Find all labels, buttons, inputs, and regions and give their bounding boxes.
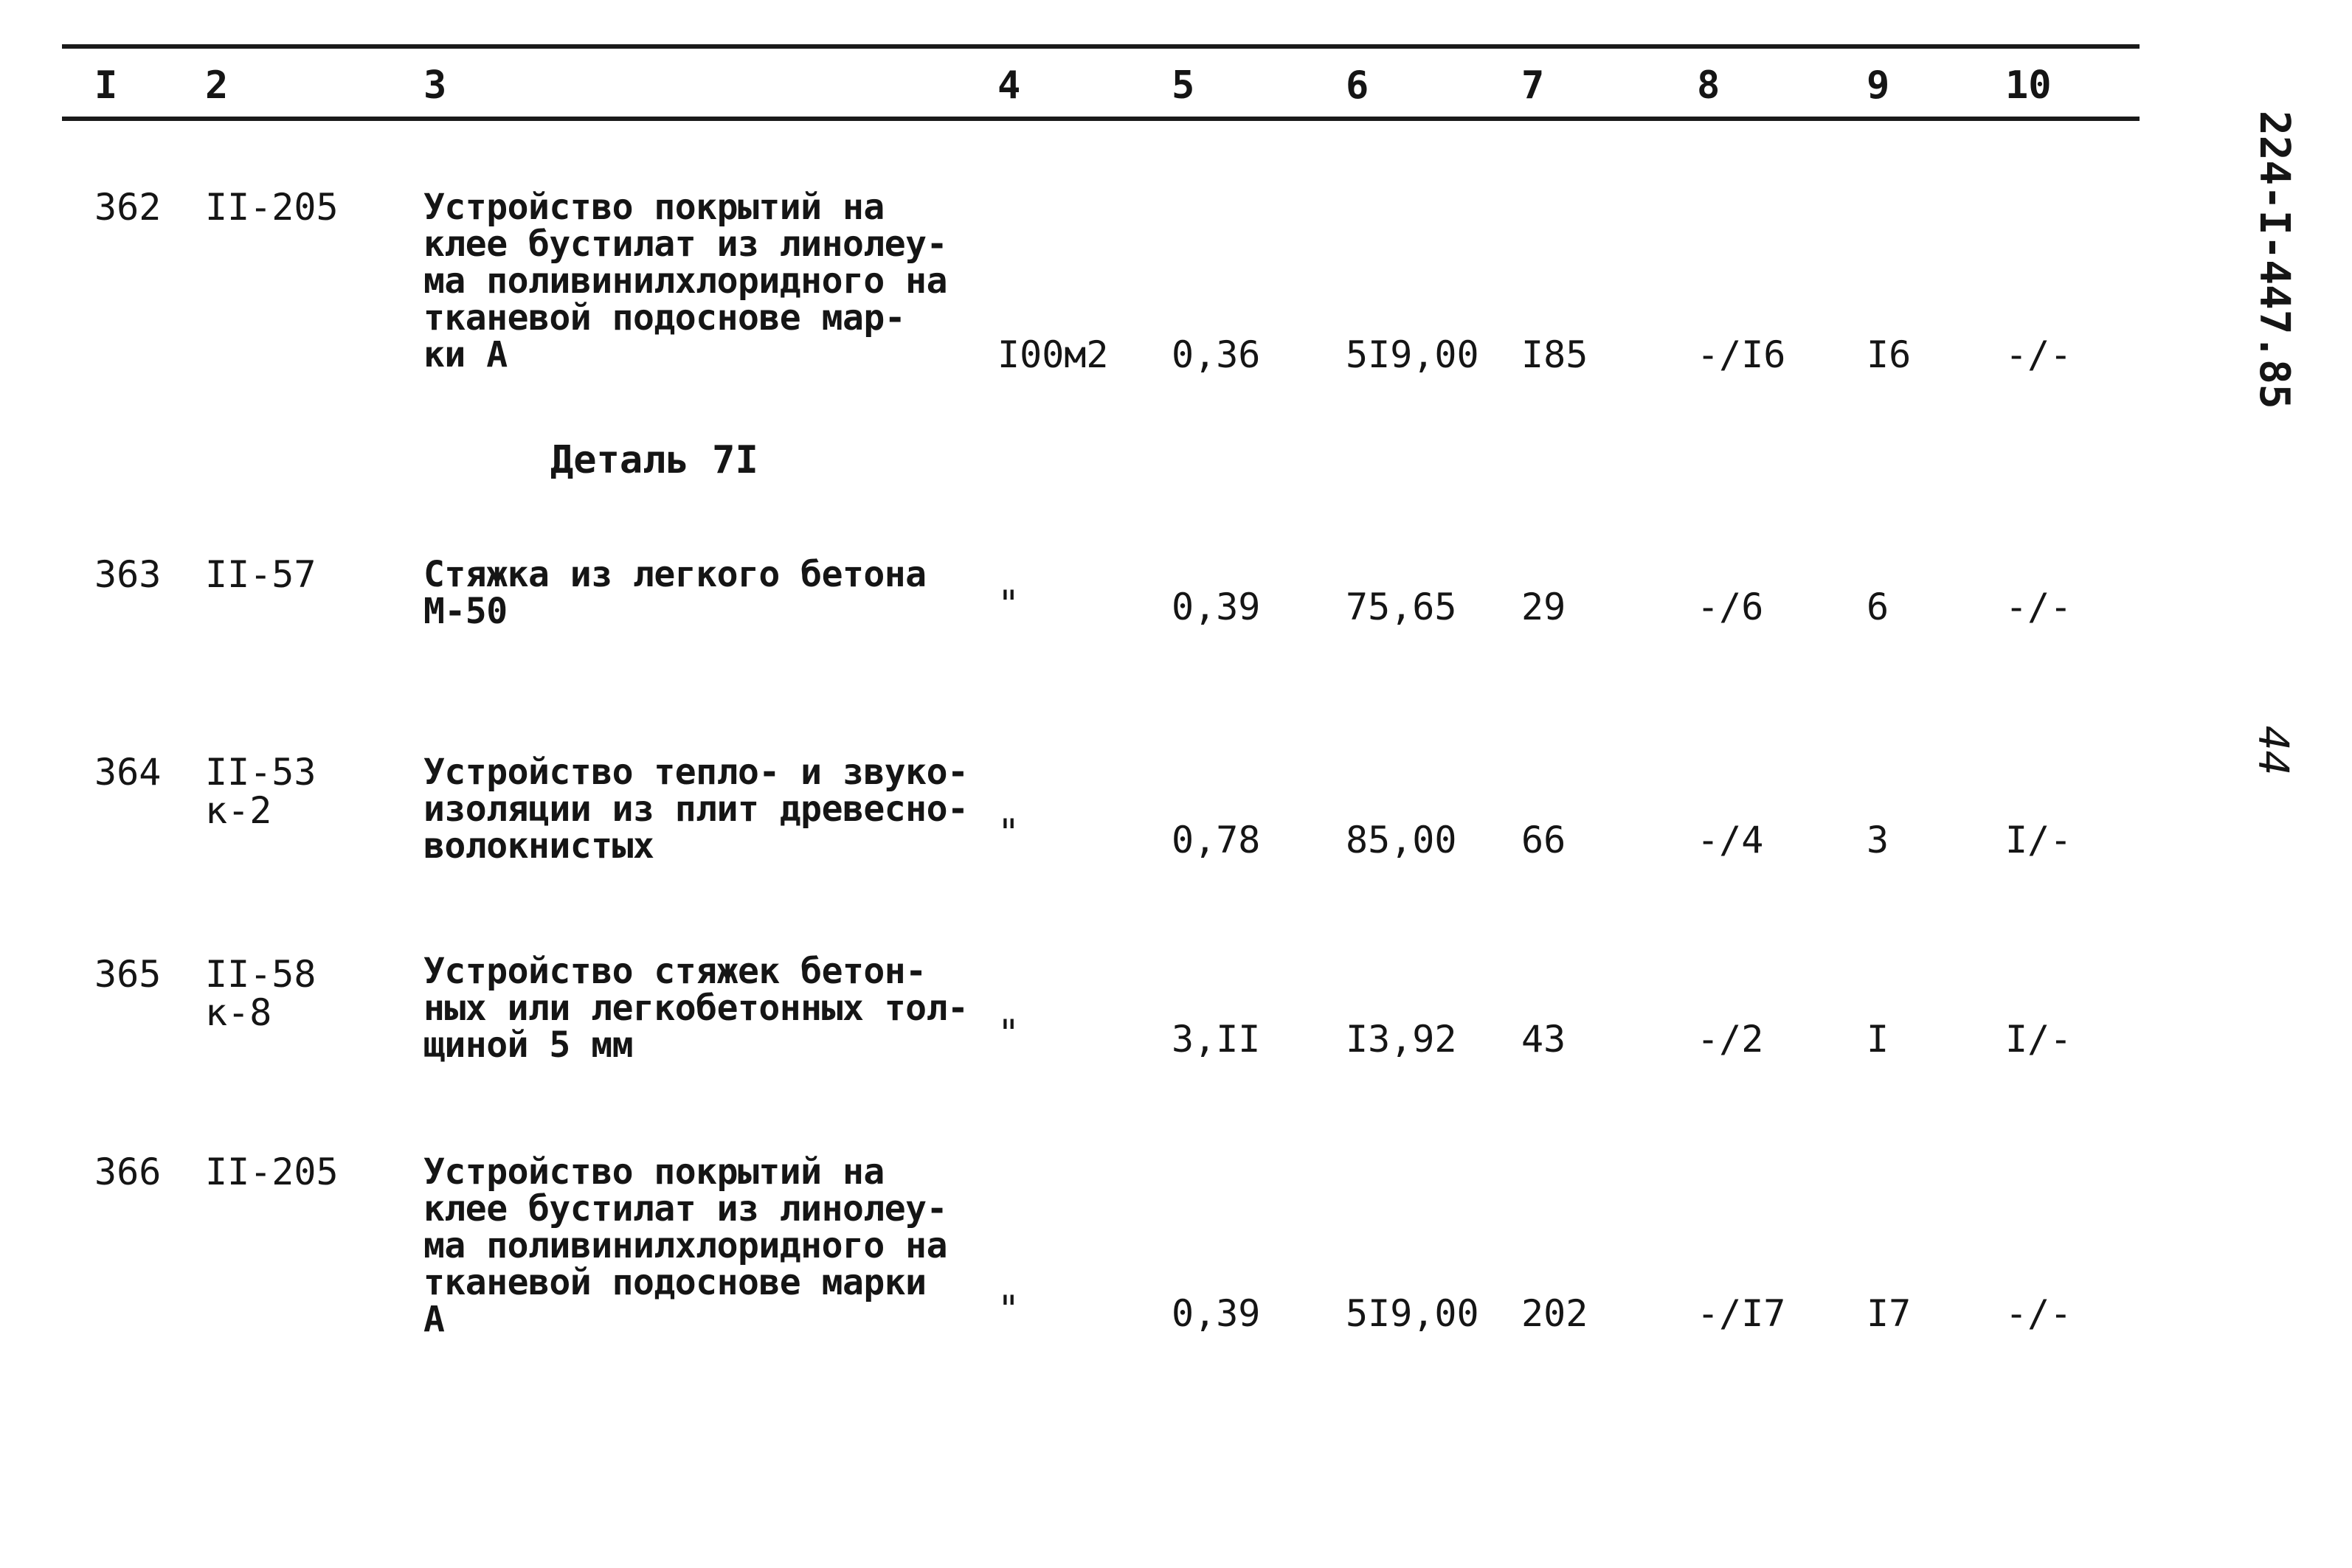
total-cost: 43: [1521, 1018, 1566, 1061]
column-8-value: -/6: [1697, 586, 1764, 628]
description-line: клее бустилат из линолеу-: [423, 223, 947, 265]
col-header-7: 7: [1521, 63, 1545, 108]
work-description: [423, 953, 968, 1064]
column-9-value: I: [1867, 1018, 1889, 1061]
unit-price: 85,00: [1346, 819, 1457, 861]
page-number: 44: [2249, 726, 2297, 776]
description-line: изоляции из плит древесно-: [423, 788, 969, 830]
col-header-5: 5: [1172, 63, 1195, 108]
quantity: 0,39: [1172, 586, 1261, 628]
description-line: тканевой подоснове марки: [423, 1262, 927, 1303]
column-10-value: I/-: [2005, 819, 2072, 861]
table-top-rule: [62, 44, 2140, 49]
description-line: клее бустилат из линолеу-: [423, 1188, 947, 1229]
quantity: 0,78: [1172, 819, 1261, 861]
work-description: [423, 752, 969, 867]
description-line: Стяжка из легкого бетона: [423, 554, 927, 595]
table-header-rule: [62, 117, 2140, 121]
quantity: 3,II: [1172, 1018, 1261, 1061]
col-header-10: 10: [2005, 63, 2052, 108]
row-number: 366: [94, 1151, 162, 1193]
column-9-value: 3: [1867, 819, 1889, 861]
section-title: Деталь 7I: [550, 438, 758, 482]
row-number: 364: [94, 751, 162, 794]
col-header-1: I: [94, 63, 118, 108]
work-description: [423, 1151, 947, 1340]
description-line: Устройство стяжек бетон-: [423, 951, 927, 992]
description-line: А: [423, 1299, 445, 1340]
row-number: 363: [94, 553, 162, 596]
description-line: ных или легкобетонных тол-: [423, 988, 969, 1029]
col-header-4: 4: [997, 63, 1021, 108]
description-line: ма поливинилхлоридного на: [423, 1225, 947, 1266]
column-8-value: -/I6: [1697, 333, 1786, 376]
description-line: ки А: [423, 334, 508, 375]
col-header-8: 8: [1697, 63, 1720, 108]
total-cost: I85: [1521, 333, 1588, 376]
description-line: Устройство покрытий на: [423, 187, 885, 228]
row-number: 362: [94, 186, 162, 229]
description-line: Устройство покрытий на: [423, 1151, 885, 1193]
quantity: 0,36: [1172, 333, 1261, 376]
norm-code: II-58: [205, 953, 317, 996]
description-line: щиной 5 мм: [423, 1024, 633, 1066]
column-8-value: -/4: [1697, 819, 1764, 861]
total-cost: 29: [1521, 586, 1566, 628]
column-9-value: I6: [1867, 333, 1912, 376]
unit: ": [997, 1288, 1020, 1331]
description-line: ма поливинилхлоридного на: [423, 260, 947, 302]
total-cost: 202: [1521, 1292, 1588, 1335]
column-8-value: -/2: [1697, 1018, 1764, 1061]
column-8-value: -/I7: [1697, 1292, 1786, 1335]
norm-code-suffix: к-2: [205, 789, 272, 832]
unit: ": [997, 583, 1020, 625]
quantity: 0,39: [1172, 1292, 1261, 1335]
description-line: М-50: [423, 591, 508, 632]
description-line: Устройство тепло- и звуко-: [423, 752, 969, 793]
column-10-value: -/-: [2005, 586, 2072, 628]
unit: I00м2: [997, 333, 1109, 376]
column-9-value: I7: [1867, 1292, 1912, 1335]
norm-code-suffix: к-8: [205, 991, 272, 1034]
unit-price: I3,92: [1346, 1018, 1457, 1061]
col-header-3: 3: [423, 63, 447, 108]
unit-price: 5I9,00: [1346, 1292, 1479, 1335]
column-10-value: -/-: [2005, 333, 2072, 376]
unit-price: 75,65: [1346, 586, 1457, 628]
col-header-9: 9: [1867, 63, 1890, 108]
work-description: [423, 189, 947, 373]
unit-price: 5I9,00: [1346, 333, 1479, 376]
column-10-value: -/-: [2005, 1292, 2072, 1335]
work-description: [423, 556, 927, 630]
norm-code: II-205: [205, 1151, 339, 1193]
row-number: 365: [94, 953, 162, 996]
description-line: волокнистых: [423, 825, 654, 867]
col-header-6: 6: [1346, 63, 1369, 108]
norm-code: II-57: [205, 553, 317, 596]
column-9-value: 6: [1867, 586, 1889, 628]
column-10-value: I/-: [2005, 1018, 2072, 1061]
unit: ": [997, 1012, 1020, 1055]
total-cost: 66: [1521, 819, 1566, 861]
description-line: тканевой подоснове мар-: [423, 297, 906, 339]
document-code: 224-I-447.85: [2250, 111, 2298, 409]
unit: ": [997, 811, 1020, 854]
norm-code: II-205: [205, 186, 339, 229]
norm-code: II-53: [205, 751, 317, 794]
col-header-2: 2: [205, 63, 229, 108]
